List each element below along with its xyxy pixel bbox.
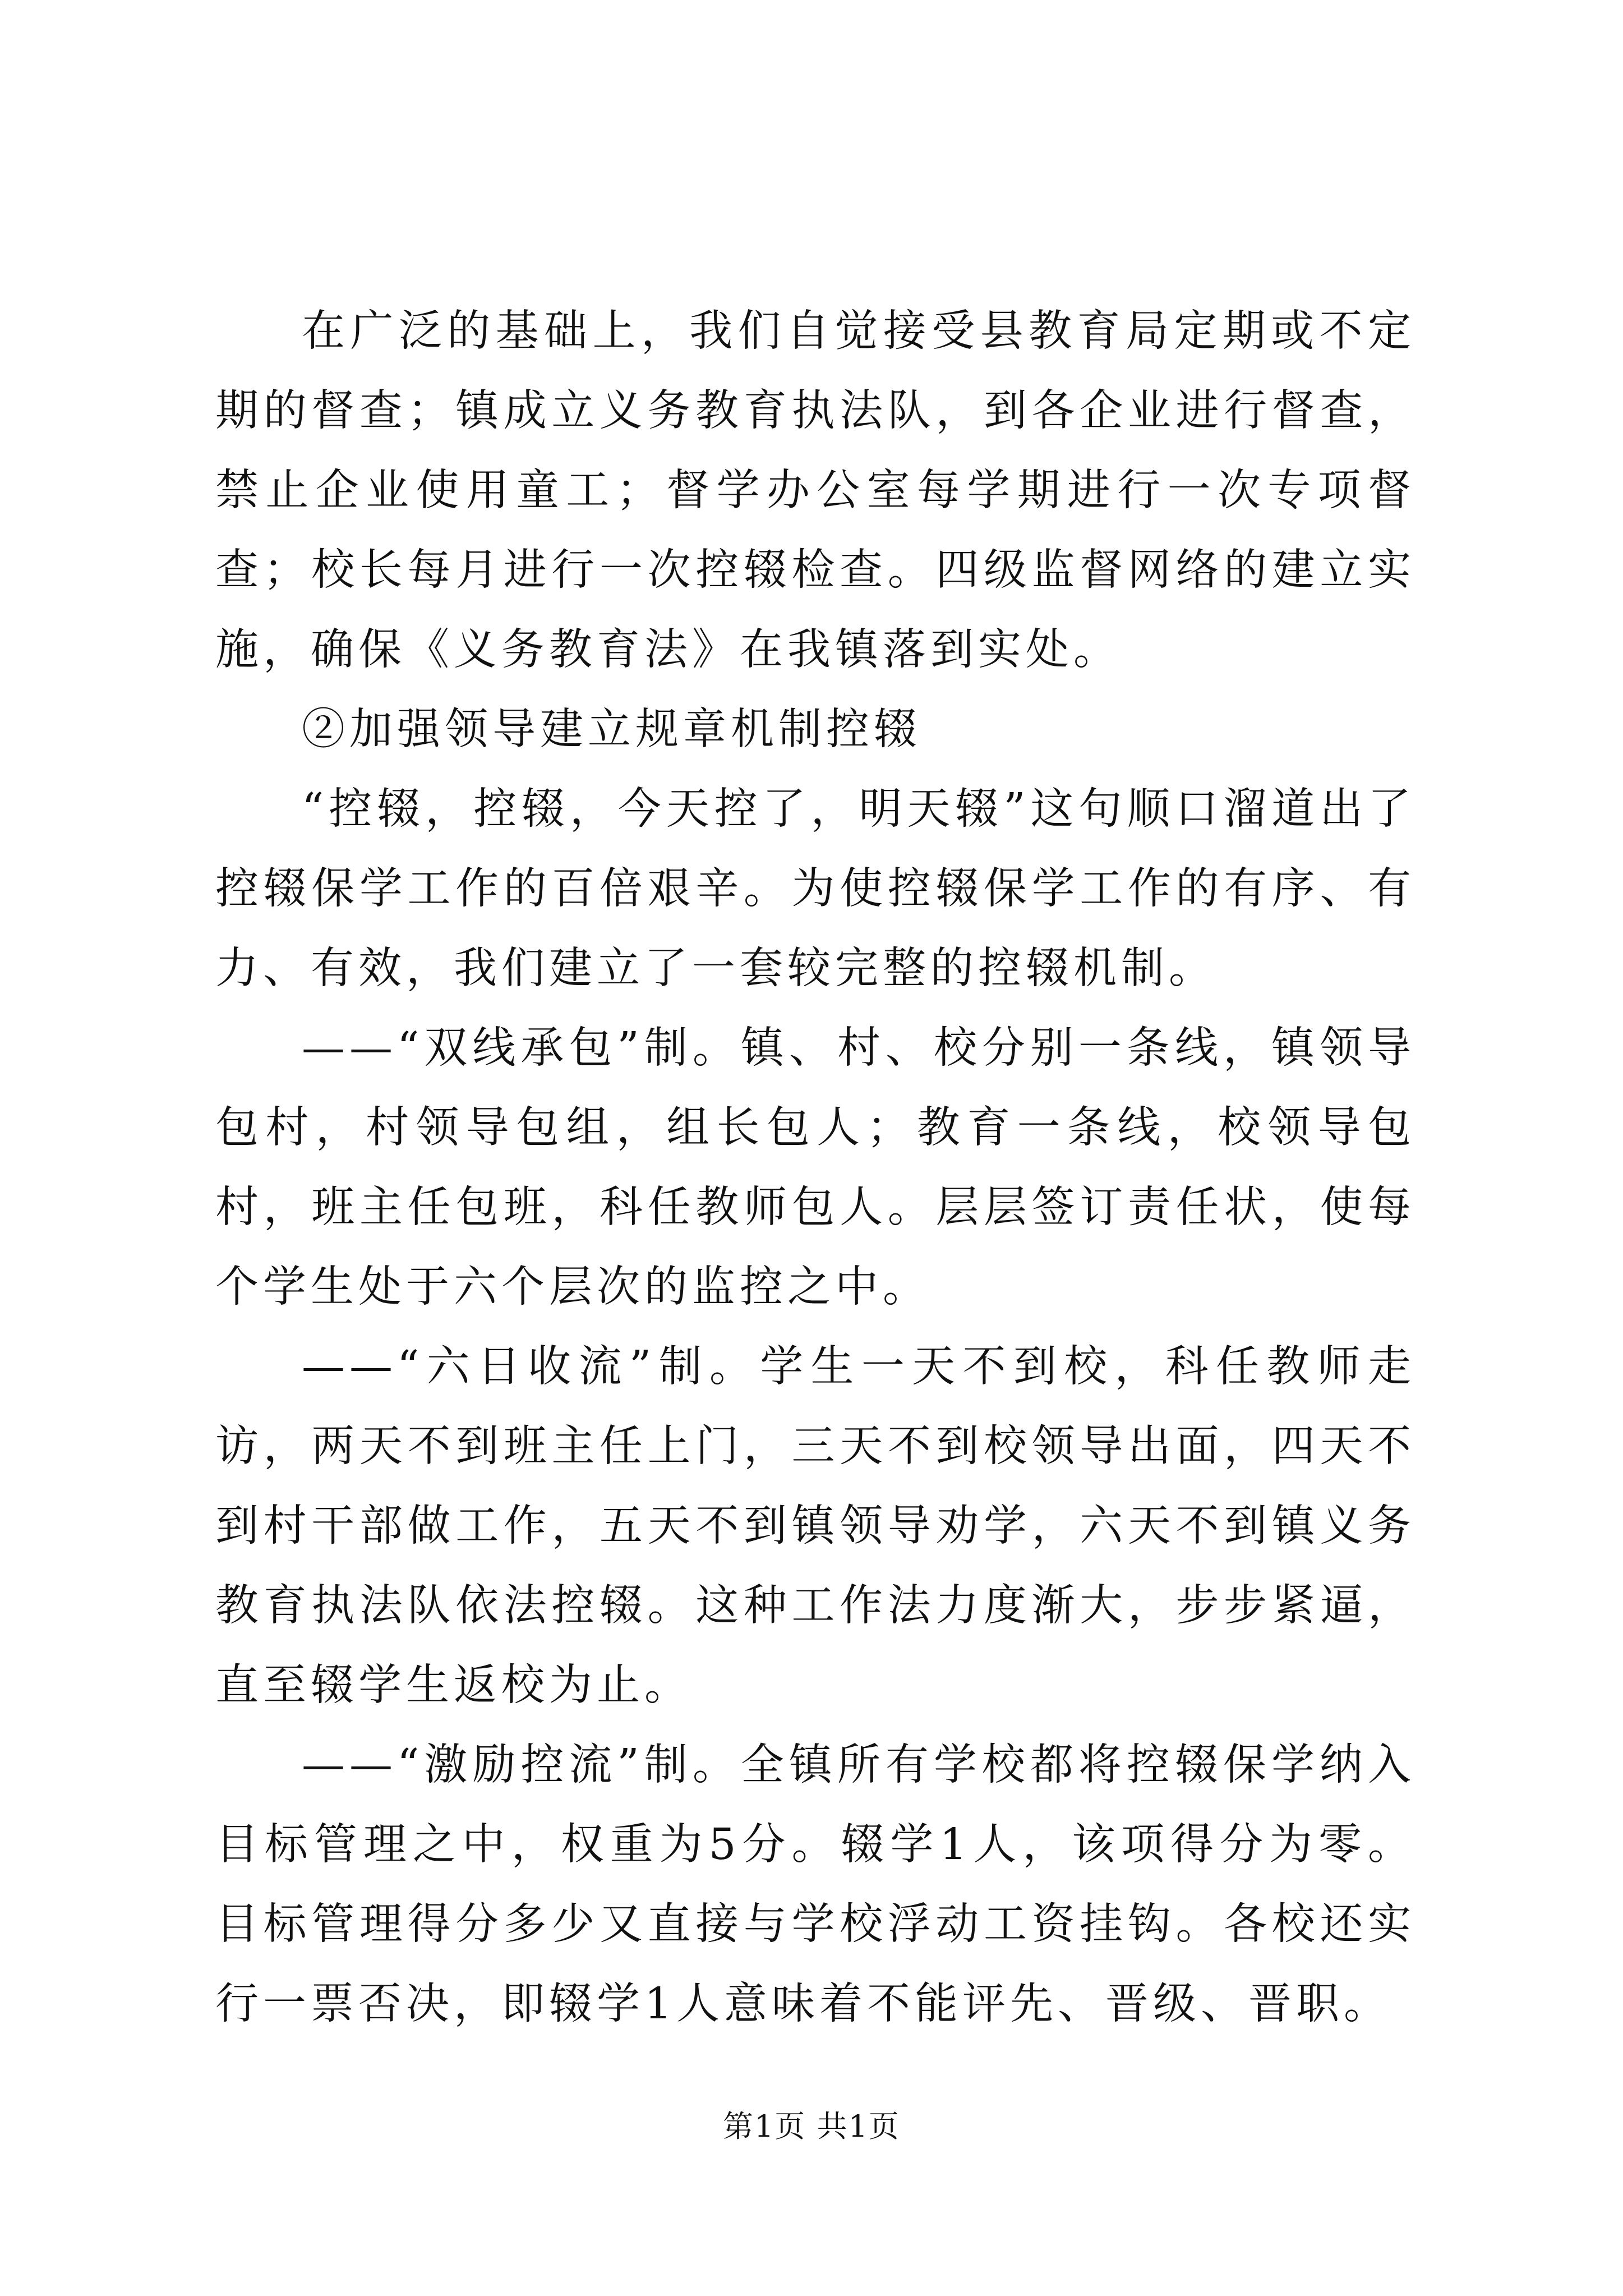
section-heading: ②加强领导建立规章机制控辍 [302,705,921,754]
paragraph-six-day: ——“六日收流”制。学生一天不到校，科任教师走访，两天不到班主任上门，三天不到校领导出面，四天不到村干部做工作，五天不到镇领导劝学，六天不到镇义务教育执法队依法控辍。这种工作法力度渐大，步步紧逼，直至辍学生返校为止。 [215,1342,1415,1710]
paragraph-supervision: 在广泛的基础上，我们自觉接受县教育局定期或不定期的督查；镇成立义务教育执法队，到各企业进行督查，禁止企业使用童工；督学办公室每学期进行一次专项督查；校长每月进行一次控辍检查。四级监督网络的建立实施，确保《义务教育法》在我镇落到实处。 [215,306,1415,675]
paragraph-intro: “控辍，控辍，今天控了，明天辍”这句顺口溜道出了控辍保学工作的百倍艰辛。为使控辍保学工作的有序、有力、有效，我们建立了一套较完整的控辍机制。 [215,784,1415,993]
document-body [215,292,1415,2044]
paragraph-incentive: ——“激励控流”制。全镇所有学校都将控辍保学纳入目标管理之中，权重为5分。辍学1人，该项得分为零。目标管理得分多少又直接与学校浮动工资挂钩。各校还实行一票否决，即辍学1人意味着不能评先、晋级、晋职。 [215,1740,1415,2029]
page-footer: 第1页 共1页 [723,2109,900,2144]
paragraph-dual-line: ——“双线承包”制。镇、村、校分别一条线，镇领导包村，村领导包组，组长包人；教育一条线，校领导包村，班主任包班，科任教师包人。层层签订责任状，使每个学生处于六个层次的监控之中。 [215,1023,1415,1312]
